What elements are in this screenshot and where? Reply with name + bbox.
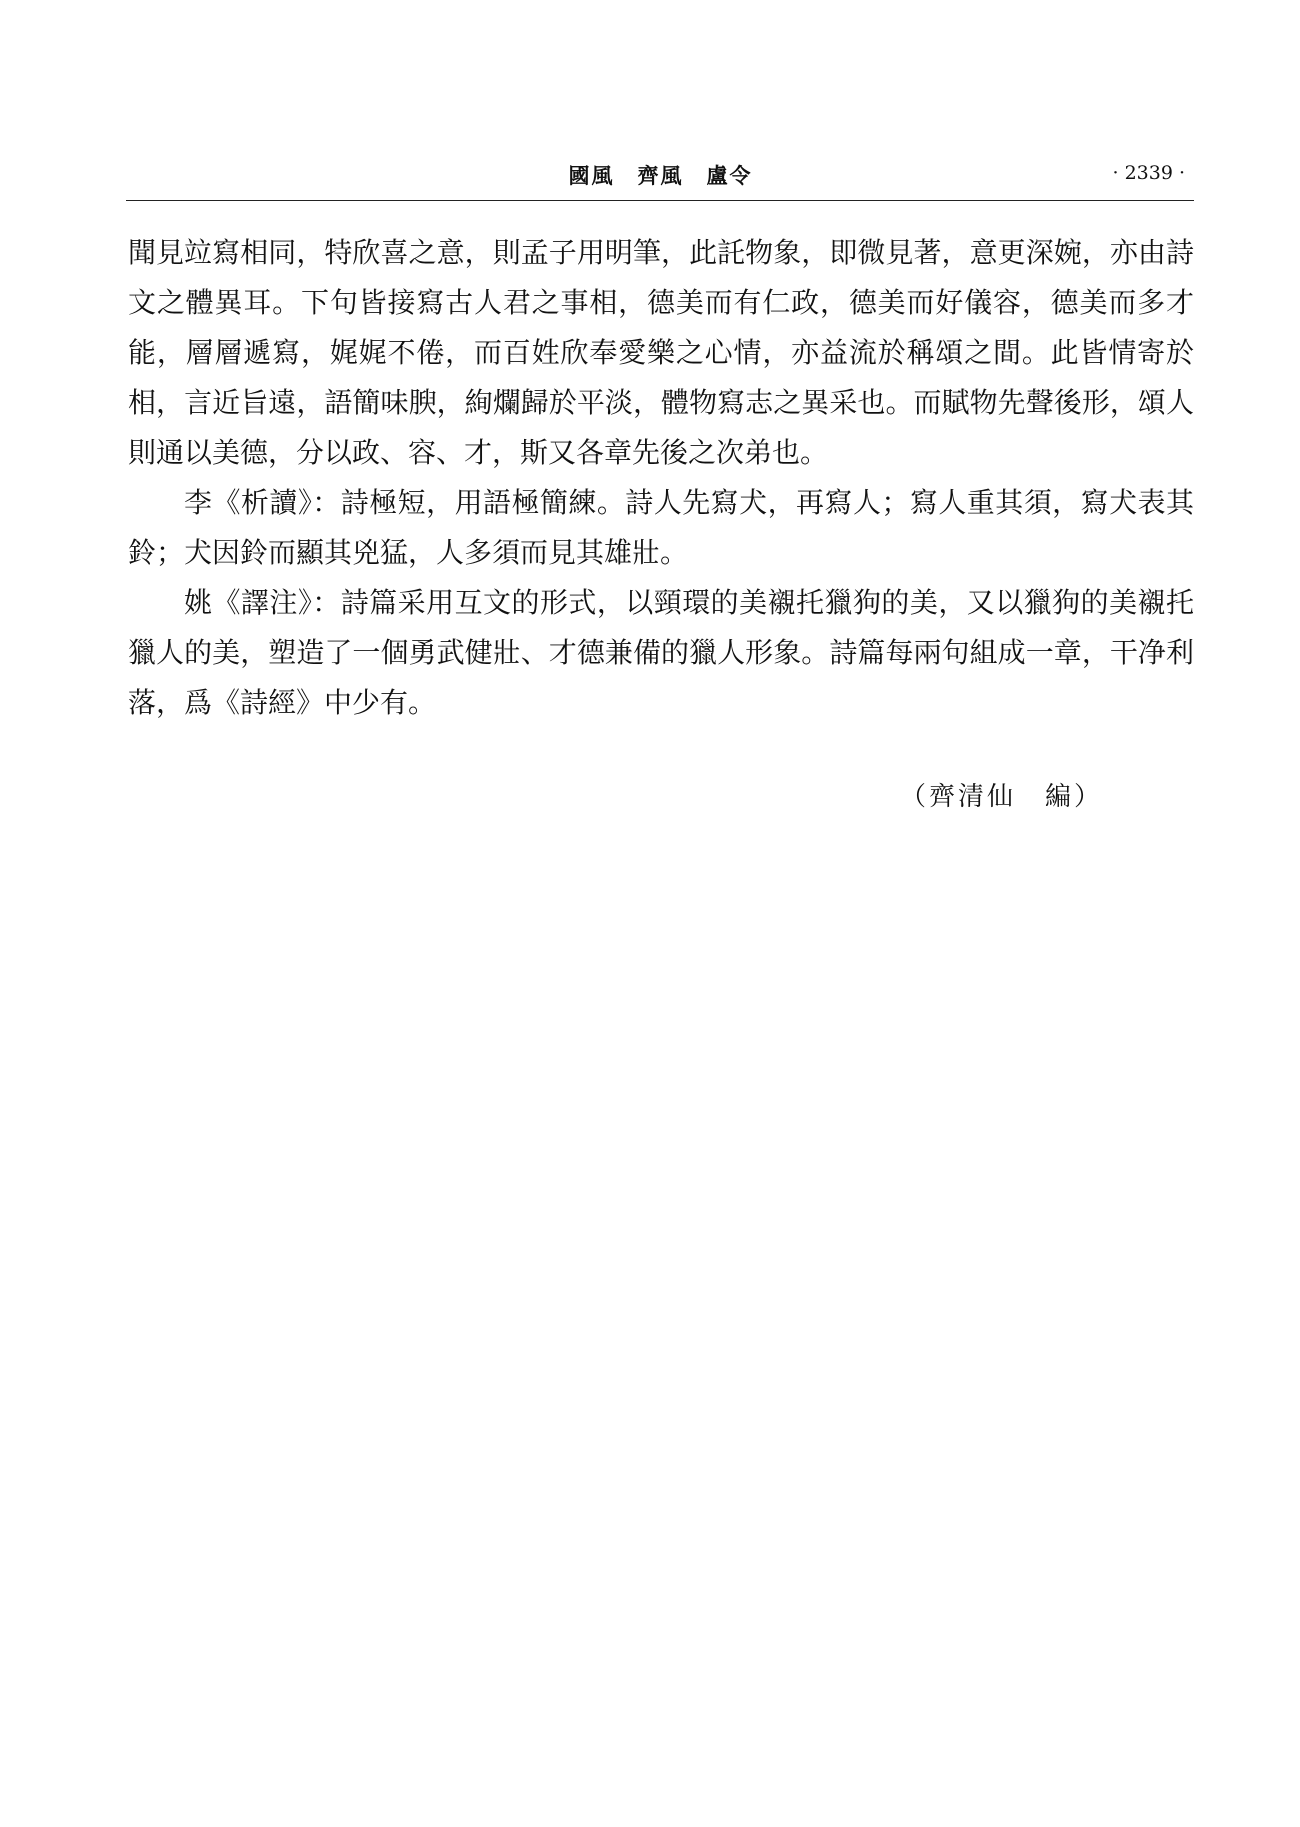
paragraph: 姚《譯注》：詩篇采用互文的形式，以頸環的美襯托獵狗的美，又以獵狗的美襯托獵人的美，塑造了一個勇武健壯、才德兼備的獵人形象。詩篇每兩句組成一章，干净利落，爲《詩經》中少有。 bbox=[128, 586, 1194, 719]
body-text bbox=[128, 228, 1194, 728]
paragraph: 聞見竝寫相同，特欣喜之意，則孟子用明筆，此託物象，即微見著，意更深婉，亦由詩文之體異耳。下句皆接寫古人君之事相，德美而有仁政，德美而好儀容，德美而多才能，層層遞寫，娓娓不倦，而百姓欣奉愛樂之心情，亦益流於稱頌之間。此皆情寄於相，言近旨遠，語簡味腴，絢爛歸於平淡，體物寫志之異采也。而賦物先聲後形，頌人則通以美德，分以政、容、才，斯又各章先後之次弟也。 bbox=[128, 236, 1194, 469]
header-rule bbox=[126, 200, 1194, 201]
page-number: · 2339 · bbox=[1112, 162, 1185, 184]
editor-credit: （齊清仙 編） bbox=[900, 782, 1104, 812]
header-title: 國風 齊風 盧令 bbox=[568, 163, 753, 188]
running-header bbox=[128, 160, 1193, 192]
paragraph: 李《析讀》：詩極短，用語極簡練。詩人先寫犬，再寫人；寫人重其須，寫犬表其鈴；犬因鈴而顯其兇猛，人多須而見其雄壯。 bbox=[128, 486, 1194, 569]
